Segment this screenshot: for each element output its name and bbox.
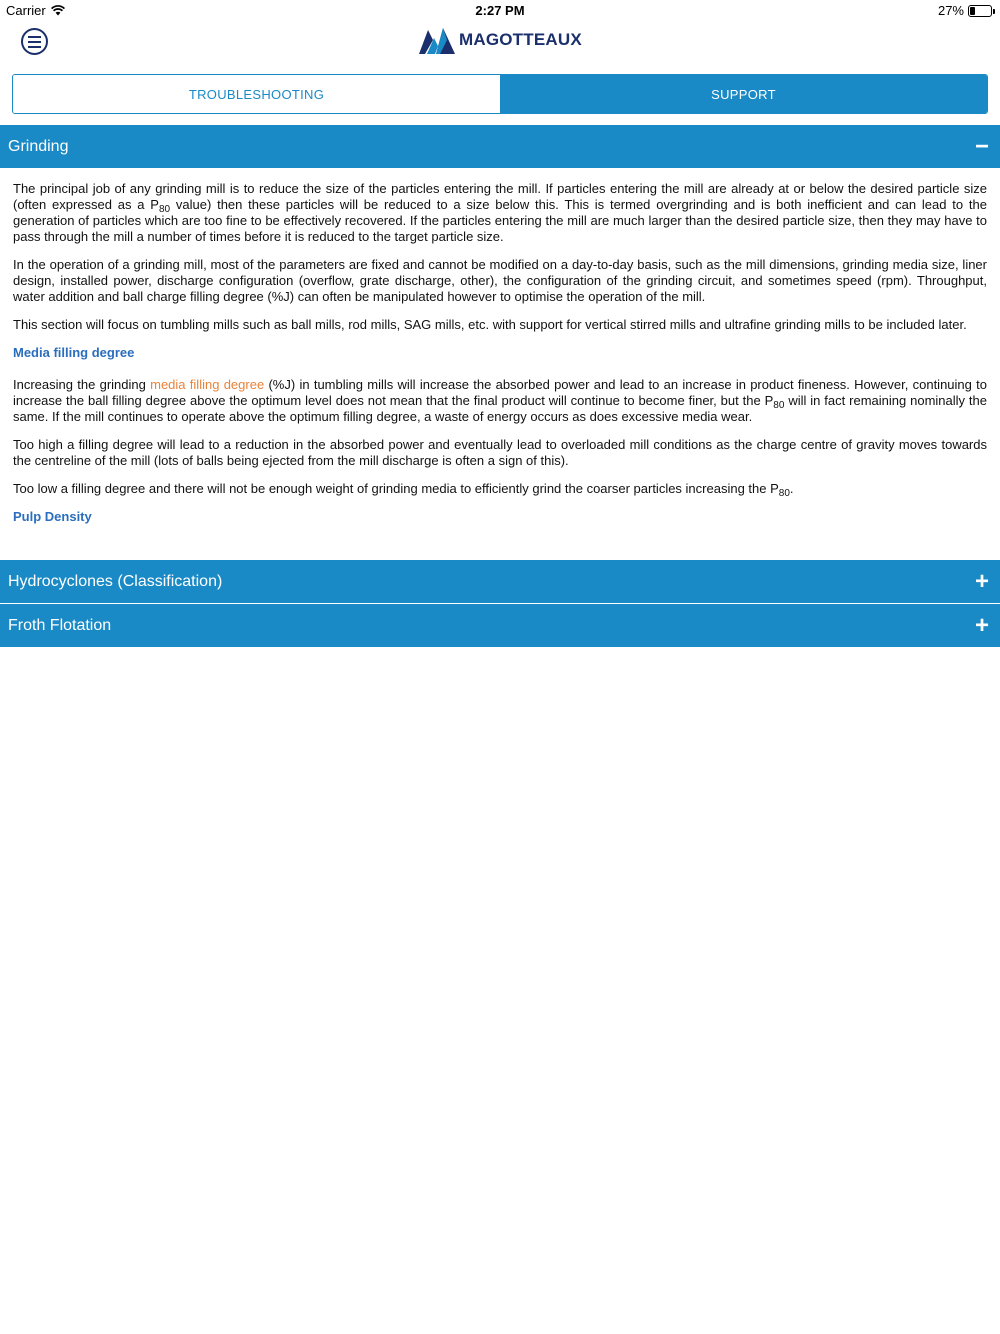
section-title: Hydrocyclones (Classification)	[8, 572, 223, 590]
menu-icon-line	[28, 36, 41, 38]
grinding-content	[13, 181, 987, 541]
segmented-tabs	[12, 74, 988, 114]
carrier-label: Carrier	[6, 3, 46, 18]
paragraph: This section will focus on tumbling mills such as ball mills, rod mills, SAG mills, etc. with support for vertical stirred mills and ultrafine grinding mills to be included later.	[13, 317, 967, 332]
menu-button[interactable]	[21, 28, 48, 55]
text-span: The principal job of any grinding mill is to reduce the size of the particles entering the mill. If particles entering the mill are already at or below the desired particle size (often expressed as a P	[13, 181, 987, 212]
battery-percent: 27%	[937, 3, 964, 18]
subscript: 80	[773, 400, 785, 411]
text-span: (%J) in tumbling mills will increase the absorbed power and lead to an increase in product fineness. However, continuing to increase the ball filling degree above the optimum level does not mean that the final product will continue to become finer, but the P	[13, 377, 987, 408]
subscript: 80	[778, 488, 790, 499]
section-title: Froth Flotation	[8, 616, 112, 634]
expand-icon[interactable]: +	[974, 567, 989, 595]
nav-bar	[0, 22, 1000, 64]
section-title: Grinding	[8, 137, 69, 155]
brand-name: MAGOTTEAUX	[459, 30, 582, 49]
text-span: value) then these particles will be reduced to a size below this. This is termed overgrinding and is both inefficient and can lead to the generation of particles which are too fine to be effectively recovered. If the particles entering the mill are much larger than the desired particle size, then they may have to pass through the mill a number of times before it is reduced to the target particle size.	[13, 197, 987, 244]
paragraph	[13, 481, 987, 497]
battery-icon	[968, 5, 992, 17]
tab-support[interactable]: SUPPORT	[500, 75, 987, 113]
text-span: will in fact remaining nominally the same. If the mill continues to operate above the optimum filling degree, a waste of energy occurs as does excessive media wear.	[13, 393, 987, 424]
section-header-froth-flotation[interactable]	[0, 604, 1000, 647]
paragraph	[13, 377, 987, 425]
subscript: 80	[158, 204, 171, 215]
subheading-pulp-density[interactable]: Pulp Density	[13, 509, 92, 524]
collapse-icon[interactable]: −	[974, 132, 989, 160]
status-bar	[0, 0, 1000, 22]
section-header-hydrocyclones[interactable]	[0, 560, 1000, 603]
tab-troubleshooting[interactable]: TROUBLESHOOTING	[13, 75, 500, 113]
paragraph: In the operation of a grinding mill, most of the parameters are fixed and cannot be modified on a day-to-day basis, such as the mill dimensions, grinding media size, liner design, installed power, discharge configuration (overflow, grate discharge, other), the configuration of the grinding circuit, and sometimes speed (rpm). Throughput, water addition and ball charge filling degree (%J) can often be manipulated however to optimise the operation of the mill.	[13, 257, 987, 304]
text-span: Increasing the grinding	[13, 377, 151, 392]
media-filling-degree-link[interactable]: media filling degree	[150, 377, 265, 392]
text-span: Too low a filling degree and there will not be enough weight of grinding media to efficiently grind the coarser particles increasing the P	[13, 481, 779, 496]
menu-icon-line	[28, 46, 41, 48]
paragraph: Too high a filling degree will lead to a reduction in the absorbed power and eventually lead to overloaded mill conditions as the charge centre of gravity moves towards the centreline of the mill (lots of balls being ejected from the mill discharge is often a sign of this).	[13, 437, 987, 468]
expand-icon[interactable]: +	[974, 611, 989, 639]
brand-logo	[419, 26, 582, 54]
menu-icon-line	[28, 41, 41, 43]
section-header-grinding[interactable]	[0, 125, 1000, 168]
battery-status	[938, 3, 992, 18]
subheading-media-filling-degree: Media filling degree	[13, 345, 135, 360]
magotteaux-logo-icon	[419, 26, 455, 54]
text-span: .	[789, 481, 794, 496]
battery-fill	[970, 7, 975, 15]
clock: 2:27 PM	[475, 3, 525, 18]
paragraph	[13, 181, 987, 245]
